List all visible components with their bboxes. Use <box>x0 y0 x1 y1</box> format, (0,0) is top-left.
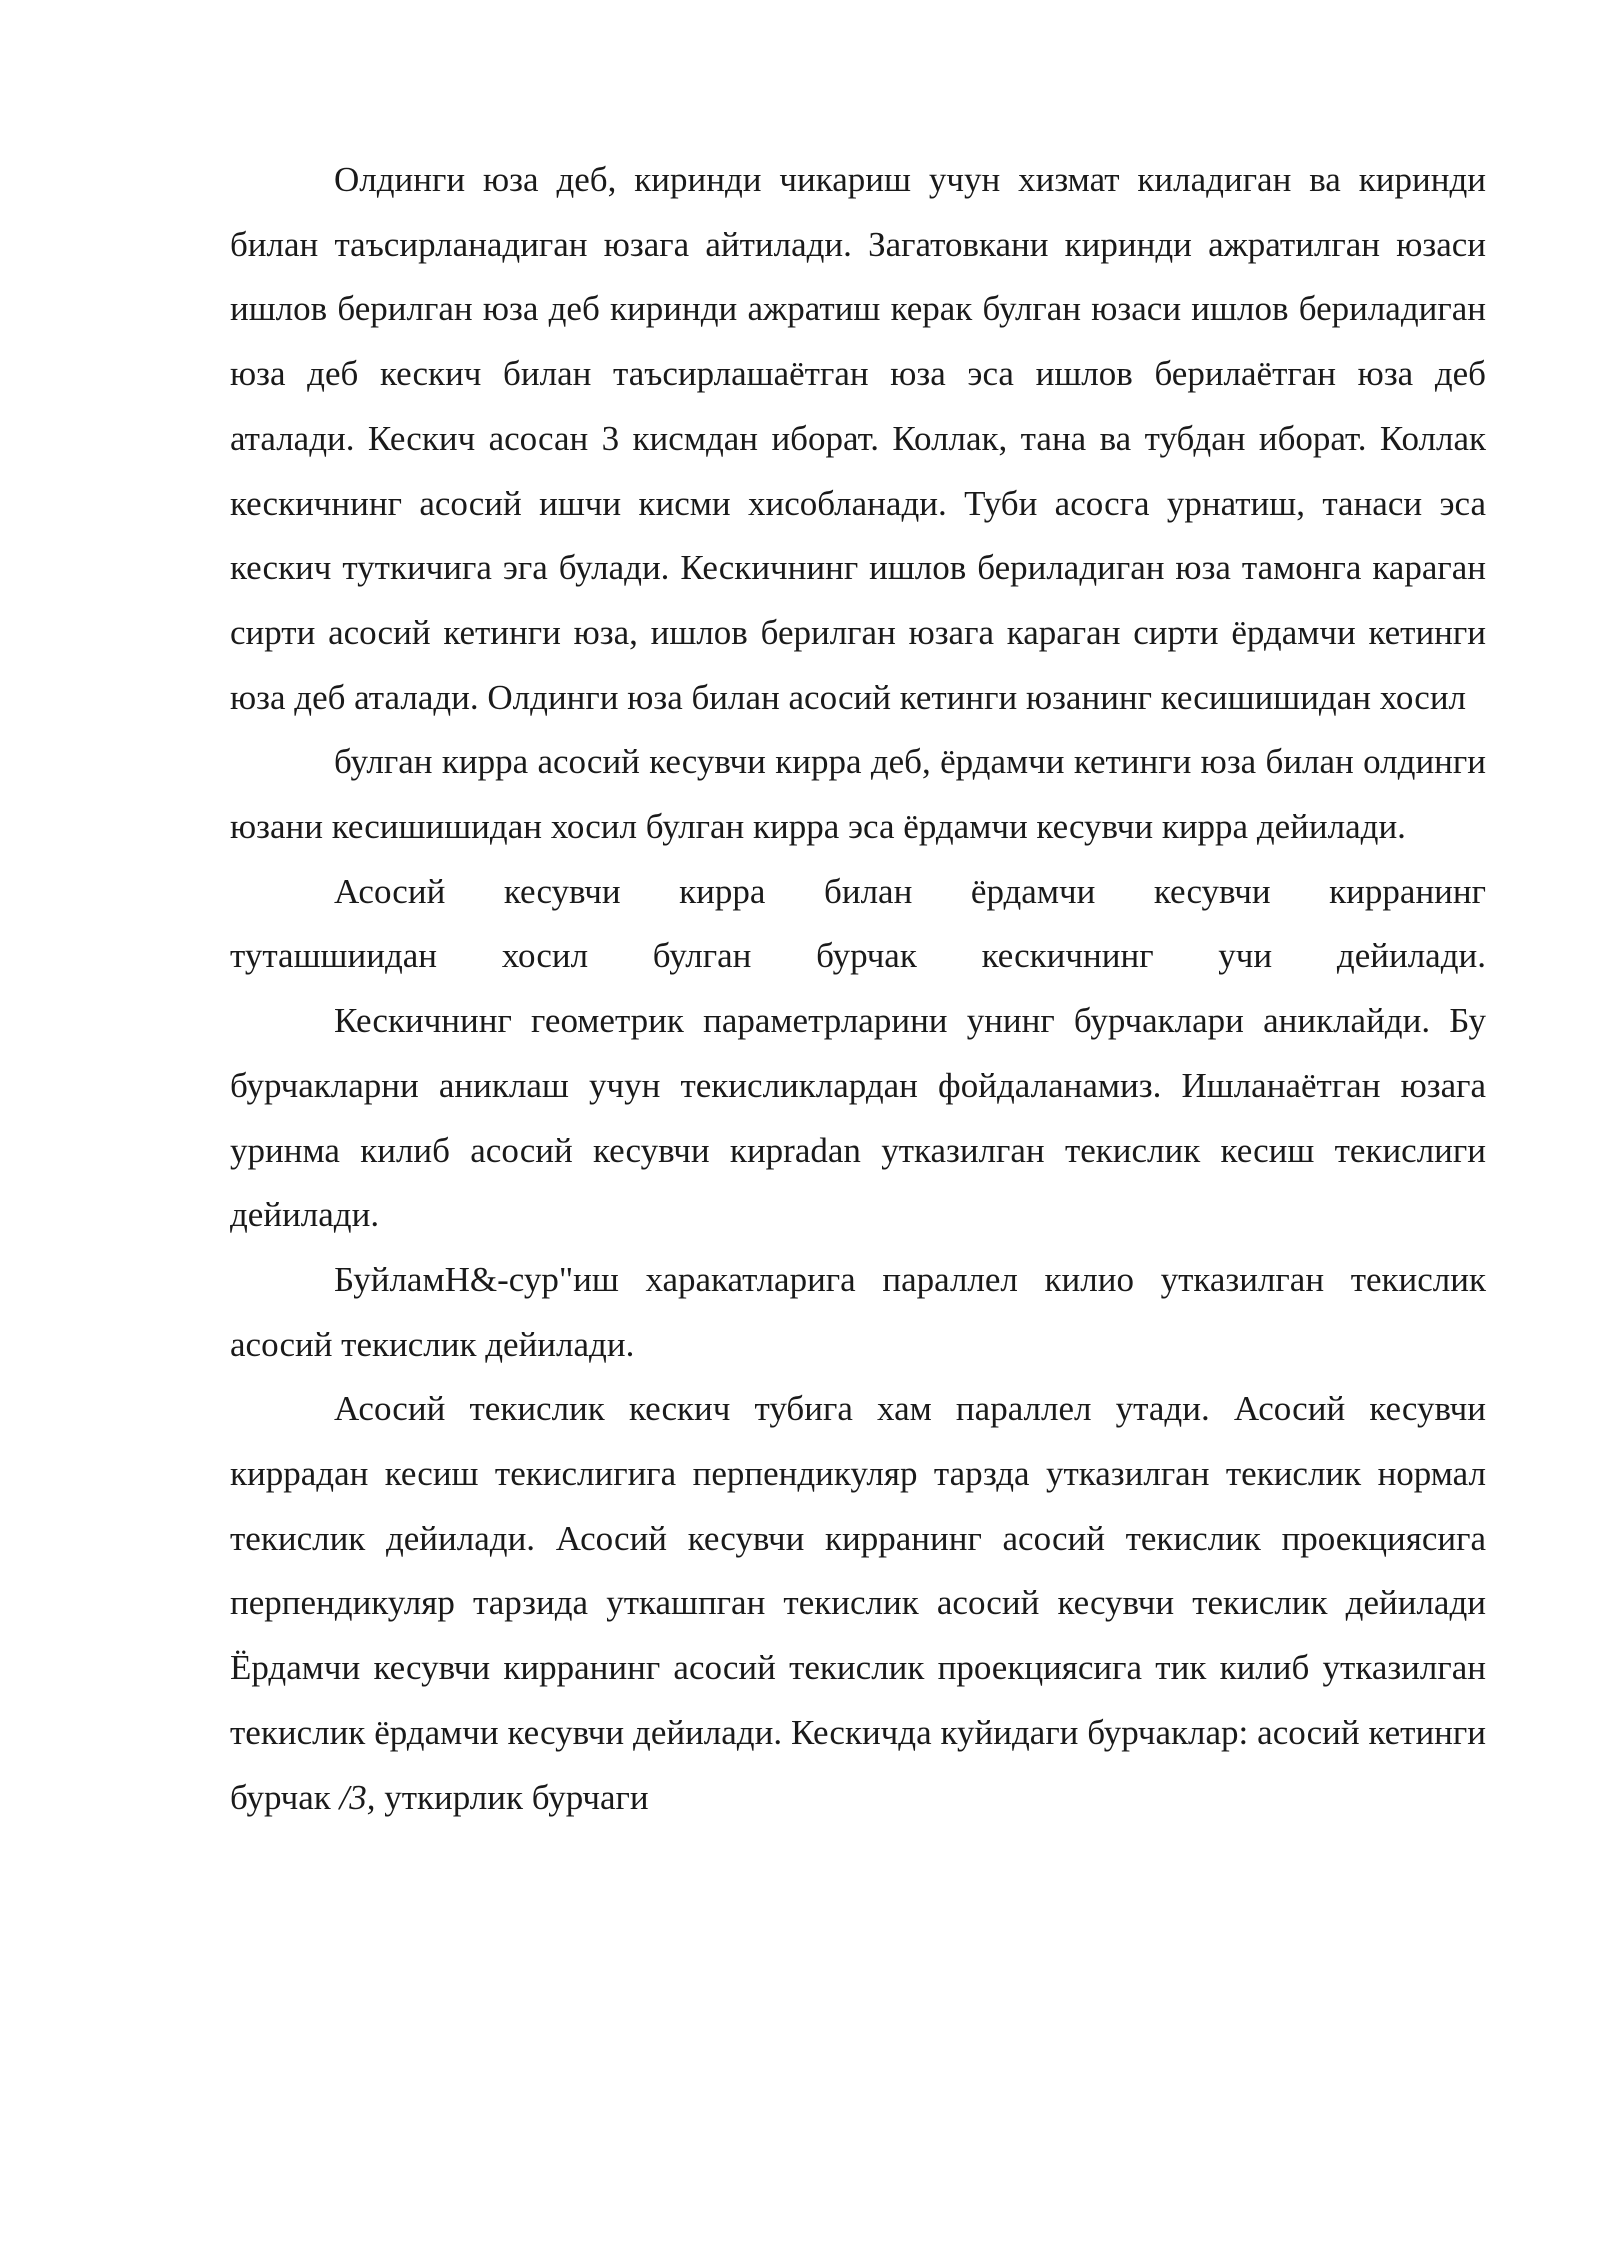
paragraph-1-text: Олдинги юза деб, киринди чикариш учун хизмат киладиган ва киринди билан таъсирланадиган юзага айтилади. Загатовкани киринди ажратилган юзаси ишлов берилган юза деб киринди ажратиш керак булган юзаси ишлов бериладиган юза деб кескич билан таъсирлашаётган юза эса ишлов берилаётган юза деб аталади. Кескич асосан 3 кисмдан иборат. Коллак, тана ва тубдан иборат. Коллак кескичнинг асосий ишчи кисми хисобланади. Туби асосга урнатиш, танаси эса кескич туткичига эга булади. Кескичнинг ишлов бериладиган юза тамонга караган сирти асосий кетинги юза, ишлов берилган юзага караган сирти ёрдамчи кетинги юза деб аталади. Олдинги юза билан асосий кетинги юзанинг кесишишидан хосил <box>230 160 1486 717</box>
document-body <box>230 148 1486 1830</box>
paragraph-4-text: Кескичнинг геометрик параметрларини унинг бурчаклари аниклайди. Бу бурчакларни аниклаш учун текисликлардан фойдаланамиз. Ишланаётган юзага уринма килиб асосий кесувчи кирradan утказилган текислик кесиш текислиги дейилади. <box>230 1001 1486 1235</box>
paragraph-3-line-2: туташшиидан хосил булган бурчак кескичнинг учи дейилади. <box>230 936 1486 976</box>
paragraph-3 <box>230 860 1486 989</box>
paragraph-3-line-1: Асосий кесувчи кирра билан ёрдамчи кесувчи кирранинг <box>334 871 1486 911</box>
paragraph-4 <box>230 989 1486 1248</box>
paragraph-5 <box>230 1248 1486 1377</box>
paragraph-6-text-end: уткирлик бурчаги <box>375 1777 649 1817</box>
paragraph-6 <box>230 1377 1486 1830</box>
paragraph-5-text: БуйламН&-сур"иш харакатларига параллел килио утказилган текислик асосий текислик дейилади. <box>230 1259 1486 1364</box>
paragraph-2 <box>230 730 1486 859</box>
paragraph-2-text: булган кирра асосий кесувчи кирра деб, ёрдамчи кетинги юза билан олдинги юзани кесишишидан хосил булган кирра эса ёрдамчи кесувчи кирра дейилади. <box>230 742 1486 847</box>
paragraph-6-italic-symbol: /3, <box>339 1777 376 1817</box>
paragraph-1 <box>230 148 1486 730</box>
paragraph-6-text-start: Асосий текислик кескич тубига хам параллел утади. Асосий кесувчи киррадан кесиш текислигига перпендикуляр тарзда утказилган текислик нормал текислик дейилади. Асосий кесувчи кирранинг асосий текислик проекциясига перпендикуляр тарзида уткашпган текислик асосий кесувчи текислик дейилади Ёрдамчи кесувчи кирранинг асосий текислик проекциясига тик килиб утказилган текислик ёрдамчи кесувчи дейилади. Кескичда куйидаги бурчаклар: асосий кетинги бурчак <box>230 1389 1486 1817</box>
